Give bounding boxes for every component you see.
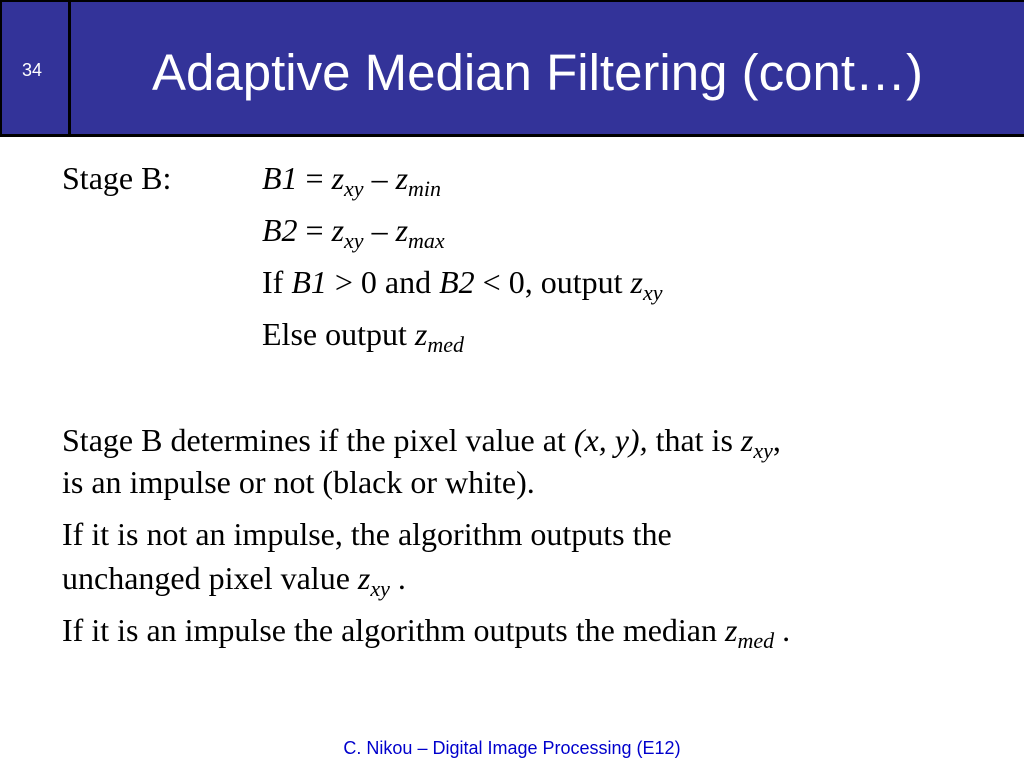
- para2-line1: If it is not an impulse, the algorithm outputs the: [62, 516, 672, 552]
- cond-z: z: [630, 264, 643, 300]
- para3-z: z: [725, 612, 738, 648]
- eq1-sub-min: min: [408, 176, 442, 201]
- para2-text: unchanged pixel value: [62, 560, 358, 596]
- eq2-lhs: B2: [262, 212, 298, 248]
- cond-lt: < 0, output: [474, 264, 631, 300]
- para1-comma: ,: [772, 422, 781, 458]
- para2-z: z: [357, 560, 371, 596]
- para2-sub-xy: xy: [370, 576, 390, 601]
- eq1-sub-xy: xy: [344, 176, 364, 201]
- para1-sub-xy: xy: [753, 438, 773, 463]
- para3-text: If it is an impulse the algorithm outputs the median: [62, 612, 725, 648]
- cond-b2: B2: [439, 264, 475, 300]
- else-sub-med: med: [427, 332, 464, 357]
- para1-z: z: [740, 422, 754, 458]
- para1-line1: [62, 422, 781, 463]
- para3-line1: [62, 612, 791, 653]
- eq1-lhs: B1: [262, 160, 298, 196]
- equation-b2: [262, 212, 445, 253]
- slide-number-box: [0, 2, 71, 134]
- eq2-z2: z: [395, 212, 409, 248]
- slide-number: 34: [22, 60, 43, 80]
- else-z: z: [414, 316, 428, 352]
- cond-if: If: [262, 264, 292, 300]
- para3-period: .: [774, 612, 791, 648]
- eq1-z: z: [331, 160, 345, 196]
- equation-b1: [262, 160, 442, 201]
- para1-text-b: that is: [647, 422, 741, 458]
- else-line: [262, 316, 464, 357]
- eq1-z2: z: [395, 160, 409, 196]
- eq2-minus: –: [363, 212, 396, 248]
- slide-header: [0, 0, 1024, 137]
- cond-b1: B1: [291, 264, 327, 300]
- cond-gt: > 0 and: [326, 264, 440, 300]
- para1-xy: (x, y),: [573, 422, 648, 458]
- para2-period: .: [389, 560, 406, 596]
- slide-footer: C. Nikou – Digital Image Processing (E12): [343, 738, 681, 758]
- eq1-equals: =: [297, 160, 332, 196]
- eq2-z: z: [331, 212, 345, 248]
- eq2-equals: =: [297, 212, 332, 248]
- cond-sub-xy: xy: [642, 280, 663, 305]
- para1-text-a: Stage B determines if the pixel value at: [62, 422, 574, 458]
- para3-sub-med: med: [737, 628, 775, 653]
- slide-title: Adaptive Median Filtering (cont…): [152, 44, 924, 101]
- else-text: Else output: [262, 316, 415, 352]
- eq1-minus: –: [363, 160, 396, 196]
- para1-line2: is an impulse or not (black or white).: [62, 464, 535, 500]
- eq2-sub-xy: xy: [344, 228, 364, 253]
- condition-line: [262, 264, 663, 305]
- para2-line2: [62, 560, 406, 601]
- eq2-sub-max: max: [408, 228, 445, 253]
- stage-label: Stage B:: [62, 160, 172, 196]
